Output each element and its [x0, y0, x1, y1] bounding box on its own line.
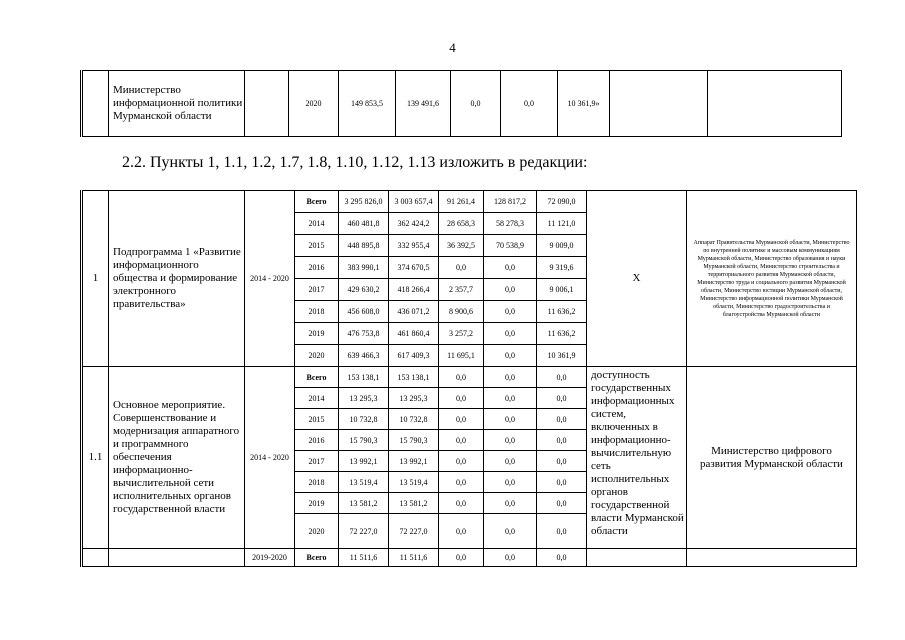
row1-number: 1	[82, 191, 109, 367]
year-cell: 2020	[295, 345, 339, 367]
year-cell: 2017	[295, 279, 339, 301]
table-cell: 0,0	[484, 301, 537, 323]
row1-executors: Аппарат Правительства Мурманской области, Министерство по внутренней политике и массовым коммуникациям Мурманской области, Министерство образования и науки Мурманской области, Министерство строительства и территориального развития Мурманской области, Министерство труда и социального развития Мурманской области, Министерство юстиции Мурманской области, Министерство информационной политики Мурманской области, Министерство градостроительства и благоустройства Мурманской области	[687, 191, 857, 367]
row1-group	[82, 191, 857, 367]
table-cell: 461 860,4	[389, 323, 439, 345]
table-cell: 0,0	[439, 257, 484, 279]
year-cell: 2015	[295, 235, 339, 257]
table-cell: 0,0	[537, 409, 587, 430]
table-cell: 153 138,1	[389, 367, 439, 388]
table-cell: 383 990,1	[339, 257, 389, 279]
year-cell: 2019	[295, 493, 339, 514]
row2-indicator: доступность государственных информационных систем, включенных в информационно-вычислительную сеть исполнительных органов государственной власти Мурманской области	[587, 367, 687, 549]
table-cell: 9 009,0	[537, 235, 587, 257]
main-table	[80, 190, 857, 567]
table-cell: 0,0	[484, 493, 537, 514]
row2-period: 2014 - 2020	[245, 367, 295, 549]
year-cell: 2020	[295, 514, 339, 549]
table-cell: 0,0	[537, 367, 587, 388]
table-cell: 3 295 826,0	[339, 191, 389, 213]
year-cell: 2014	[295, 388, 339, 409]
table-cell: 0,0	[501, 71, 558, 137]
table-row	[82, 191, 857, 213]
table-cell: 0,0	[484, 323, 537, 345]
table-cell: 13 992,1	[389, 451, 439, 472]
row1-period: 2014 - 2020	[245, 191, 295, 367]
table-cell: 10 361,9	[537, 345, 587, 367]
table-cell: 0,0	[537, 388, 587, 409]
table-cell: 0,0	[484, 367, 537, 388]
top-table-name: Министерство информационной политики Мурманской области	[109, 71, 245, 137]
table-cell: 13 519,4	[339, 472, 389, 493]
row3-group	[82, 549, 857, 567]
table-cell: 13 581,2	[389, 493, 439, 514]
top-table	[80, 70, 842, 137]
table-cell: 11 695,1	[439, 345, 484, 367]
table-cell: 15 790,3	[389, 430, 439, 451]
table-cell: 11 511,6	[389, 549, 439, 567]
table-cell: 13 992,1	[339, 451, 389, 472]
table-cell: 11 636,2	[537, 323, 587, 345]
table-cell: 0,0	[439, 409, 484, 430]
table-cell: 91 261,4	[439, 191, 484, 213]
table-cell: 456 608,0	[339, 301, 389, 323]
year-cell: 2018	[295, 472, 339, 493]
year-cell: Всего	[295, 367, 339, 388]
table-cell: 10 732,8	[339, 409, 389, 430]
table-cell: 429 630,2	[339, 279, 389, 301]
year-cell: 2016	[295, 257, 339, 279]
table-cell: 0,0	[484, 279, 537, 301]
year-cell: 2014	[295, 213, 339, 235]
table-cell: 11 636,2	[537, 301, 587, 323]
table-cell: 8 900,6	[439, 301, 484, 323]
table-cell: 418 266,4	[389, 279, 439, 301]
row1-name: Подпрограмма 1 «Развитие информационного общества и формирование электронного правительства»	[109, 191, 245, 367]
table-cell: 3 003 657,4	[389, 191, 439, 213]
table-cell: 0,0	[537, 493, 587, 514]
table-cell: 0,0	[484, 549, 537, 567]
table-cell: 128 817,2	[484, 191, 537, 213]
table-cell: 3 257,2	[439, 323, 484, 345]
page-number: 4	[449, 40, 456, 55]
top-table-year: 2020	[289, 71, 339, 137]
table-row	[82, 367, 857, 388]
year-cell: Всего	[295, 191, 339, 213]
row1-x-mark: Х	[587, 191, 687, 367]
table-cell: 0,0	[439, 451, 484, 472]
table-cell: 639 466,3	[339, 345, 389, 367]
section-heading: 2.2. Пункты 1, 1.1, 1.2, 1.7, 1.8, 1.10, 1.12, 1.13 изложить в редакции:	[122, 154, 588, 171]
table-cell: 10 732,8	[389, 409, 439, 430]
table-cell: 10 361,9»	[558, 71, 610, 137]
year-cell: 2016	[295, 430, 339, 451]
row3-period: 2019-2020	[245, 549, 295, 567]
table-cell: 0,0	[537, 430, 587, 451]
table-cell: 476 753,8	[339, 323, 389, 345]
table-cell: 72 227,0	[389, 514, 439, 549]
table-cell: 448 895,8	[339, 235, 389, 257]
table-cell: 0,0	[439, 472, 484, 493]
table-cell: 36 392,5	[439, 235, 484, 257]
table-cell: 0,0	[484, 472, 537, 493]
table-cell: 617 409,3	[389, 345, 439, 367]
table-cell: 332 955,4	[389, 235, 439, 257]
table-cell: 362 424,2	[389, 213, 439, 235]
table-cell: 70 538,9	[484, 235, 537, 257]
year-cell: 2015	[295, 409, 339, 430]
table-cell: 58 278,3	[484, 213, 537, 235]
table-cell: 0,0	[484, 409, 537, 430]
table-cell: 0,0	[439, 367, 484, 388]
table-cell: 0,0	[439, 430, 484, 451]
table-cell: 9 319,6	[537, 257, 587, 279]
table-cell: 153 138,1	[339, 367, 389, 388]
row2-number: 1.1	[82, 367, 109, 549]
table-row	[82, 549, 857, 567]
table-cell: 28 658,3	[439, 213, 484, 235]
table-cell: 15 790,3	[339, 430, 389, 451]
table-cell: 0,0	[484, 345, 537, 367]
table-cell: 11 121,0	[537, 213, 587, 235]
year-cell: 2017	[295, 451, 339, 472]
table-cell: 139 491,6	[396, 71, 451, 137]
year-cell: 2018	[295, 301, 339, 323]
table-cell: 0,0	[484, 430, 537, 451]
table-cell: 13 519,4	[389, 472, 439, 493]
table-cell: 149 853,5	[339, 71, 396, 137]
table-cell: 13 581,2	[339, 493, 389, 514]
table-cell: 0,0	[484, 388, 537, 409]
table-cell: 72 227,0	[339, 514, 389, 549]
table-cell: 13 295,3	[389, 388, 439, 409]
table-cell: 0,0	[439, 493, 484, 514]
table-cell: 2 357,7	[439, 279, 484, 301]
table-cell: 460 481,8	[339, 213, 389, 235]
table-cell: 0,0	[439, 514, 484, 549]
table-cell: 0,0	[439, 549, 484, 567]
table-cell: 13 295,3	[339, 388, 389, 409]
table-cell: 436 071,2	[389, 301, 439, 323]
table-cell: 0,0	[537, 514, 587, 549]
table-cell: 374 670,5	[389, 257, 439, 279]
table-cell: 0,0	[484, 514, 537, 549]
table-cell: 0,0	[537, 451, 587, 472]
table-cell: 0,0	[439, 388, 484, 409]
table-cell: 0,0	[484, 257, 537, 279]
year-cell: 2019	[295, 323, 339, 345]
table-cell: 72 090,0	[537, 191, 587, 213]
year-cell: Всего	[295, 549, 339, 567]
row2-name: Основное мероприятие. Совершенствование и модернизация аппаратного и программного обеспечения информационно-вычислительной сети исполнительных органов государственной власти	[109, 367, 245, 549]
table-cell: 0,0	[451, 71, 501, 137]
row2-group	[82, 367, 857, 549]
table-cell: 0,0	[537, 472, 587, 493]
row2-executor: Министерство цифрового развития Мурманской области	[687, 367, 857, 549]
table-cell: 0,0	[537, 549, 587, 567]
table-cell: 0,0	[484, 451, 537, 472]
table-cell: 9 006,1	[537, 279, 587, 301]
table-cell: 11 511,6	[339, 549, 389, 567]
